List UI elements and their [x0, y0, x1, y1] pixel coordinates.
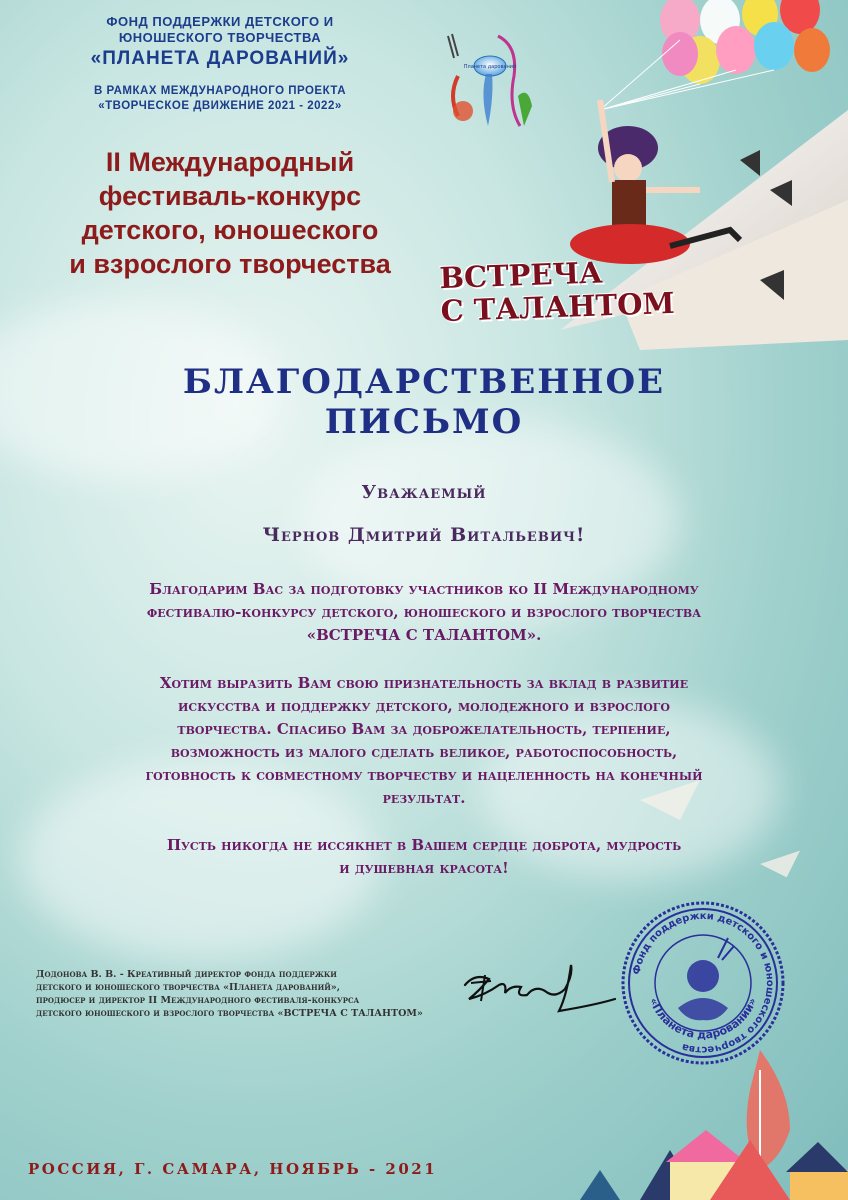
paragraph-2-line: возможность из малого сделать великое, работоспособность,	[170, 743, 678, 761]
festival-line-4: и взрослого творчества	[69, 249, 391, 279]
paragraph-3	[80, 834, 768, 880]
event-logo-text	[439, 254, 675, 328]
festival-line-2: фестиваль-конкурс	[98, 181, 362, 211]
paragraph-2-line: творчества. Спасибо Вам за доброжелательность, терпение,	[177, 720, 671, 738]
recipient-name: Чернов Дмитрий Витальевич!	[262, 524, 586, 546]
signatory-line: детского юношеского и взрослого творчества «ВСТРЕЧА С ТАЛАНТОМ»	[36, 1008, 423, 1019]
signatory-text	[36, 968, 456, 1020]
project-line-1: В РАМКАХ МЕЖДУНАРОДНОГО ПРОЕКТА	[93, 85, 347, 97]
festival-title	[30, 145, 430, 281]
houses-decoration	[560, 1030, 848, 1200]
planet-logo-icon	[428, 16, 548, 136]
paragraph-1	[80, 578, 768, 647]
footer-place-date: РОССИЯ, Г. САМАРА, НОЯБРЬ - 2021	[28, 1160, 438, 1178]
event-line-2: С ТАЛАНТОМ	[440, 285, 676, 329]
signatory-line: продюсер и директор II Международного фестиваля-конкурса	[36, 995, 360, 1006]
stamp-name-text: «Планета дарований»	[646, 995, 760, 1042]
paragraph-1-line: Благодарим Вас за подготовку участников ко II Международному	[149, 580, 699, 598]
paragraph-3-line: Пусть никогда не иссякнет в Вашем сердце доброта, мудрость	[166, 836, 682, 854]
paragraph-3-line: и душевная красота!	[339, 859, 509, 877]
logo-text: Планета дарований	[463, 64, 517, 70]
festival-line-1: II Международный	[105, 147, 355, 177]
paragraph-2-line: Хотим выразить Вам свою признательность за вклад в развитие	[159, 674, 689, 692]
paragraph-1-line: «ВСТРЕЧА С ТАЛАНТОМ».	[306, 626, 542, 644]
org-line-1: ФОНД ПОДДЕРЖКИ ДЕТСКОГО И	[106, 14, 334, 29]
paragraph-2-line: готовность к совместному творчеству и нацеленность на конечный	[145, 766, 703, 784]
signatory-line: детского и юношеского творчества «Планета дарований»,	[36, 982, 341, 993]
greeting: Уважаемый	[361, 482, 487, 503]
document-title	[0, 362, 848, 442]
festival-line-3: детского, юношеского	[81, 215, 379, 245]
title-line-1: БЛАГОДАРСТВЕННОЕ	[182, 362, 666, 402]
handwritten-signature	[455, 955, 625, 1025]
stamp-ring-text: Фонд поддержки детского и юношеского творчества	[631, 910, 776, 1056]
paragraph-1-line: фестивалю-конкурсу детского, юношеского и взрослого творчества	[146, 603, 702, 621]
org-line-2: ЮНОШЕСКОГО ТВОРЧЕСТВА	[118, 30, 322, 45]
event-line-1: ВСТРЕЧА	[438, 255, 604, 296]
organization-header	[40, 14, 400, 114]
paper-plane-icon	[760, 850, 800, 878]
paragraph-2-line: искусства и поддержку детского, молодежного и взрослого	[178, 697, 670, 715]
title-line-2: ПИСЬМО	[324, 402, 524, 442]
paper-plane-icon	[640, 780, 700, 820]
signatory-line: Додонова В. В. - Креативный директор фонда поддержки	[36, 969, 337, 980]
org-name: «ПЛАНЕТА ДАРОВАНИЙ»	[90, 48, 350, 69]
paragraph-2-line: результат.	[382, 789, 466, 807]
project-line-2: «ТВОРЧЕСКОЕ ДВИЖЕНИЕ 2021 - 2022»	[98, 100, 342, 112]
